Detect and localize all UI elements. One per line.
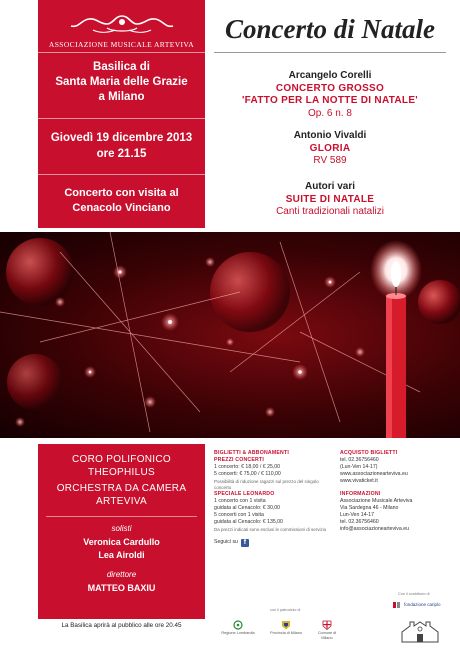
leonardo-line: 5 concerti con 1 visita [214, 512, 264, 518]
soloists [38, 536, 205, 562]
association-name: ASSOCIAZIONE MUSICALE ARTEVIVA [48, 40, 195, 49]
orchestra-name: ARTEVIVA [96, 496, 147, 507]
work-title: GLORIA [309, 142, 351, 154]
christmas-candle-photo [0, 232, 460, 438]
follow-label: Seguici su [214, 539, 238, 545]
performers-panel [38, 444, 205, 619]
contact-address: Via Sardegna 46 - Milano [340, 505, 399, 511]
event-datetime [38, 130, 205, 162]
title-underline [214, 52, 446, 53]
opening-note: La Basilica aprirà al pubblico alle ore 20.45 [61, 622, 182, 629]
scroll-ornament-icon [63, 12, 181, 36]
program-item-various [212, 181, 448, 219]
composer: Antonio Vivaldi [293, 130, 367, 141]
event-date: Giovedì 19 dicembre 2013 [50, 132, 193, 144]
choir-name: THEOPHILUS [88, 467, 155, 478]
tickets-heading: BIGLIETTI & ABBONAMENTI [214, 450, 290, 456]
leonardo-heading: SPECIALE LEONARDO [214, 491, 275, 497]
price-line: 1 concerto: € 18,00 / € 25,00 [214, 464, 281, 470]
visit-line: Concerto con visita al [64, 187, 179, 199]
logo-provincia-milano [264, 620, 308, 636]
venue-line: Basilica di [93, 61, 150, 73]
divider [38, 174, 205, 175]
facebook-icon[interactable]: f [241, 539, 249, 547]
shield-icon [322, 620, 332, 630]
divider [46, 516, 197, 517]
work-title: CONCERTO GROSSO [275, 82, 385, 94]
social-follow[interactable] [214, 539, 330, 547]
concert-title: Concerto di Natale [225, 14, 435, 44]
event-time: ore 21.15 [96, 148, 147, 160]
event-info-panel [38, 0, 205, 228]
crest-icon [281, 620, 291, 630]
foundation-mark-icon [392, 600, 402, 610]
choir-name: CORO POLIFONICO [72, 454, 171, 465]
contact-line: Associazione Musicale Arteviva [340, 498, 413, 504]
choir [38, 453, 205, 479]
divider [38, 118, 205, 119]
venue [38, 60, 205, 105]
work-catalog: RV 589 [313, 155, 347, 166]
leonardo-line: guidata al Cenacolo: € 30,00 [214, 505, 281, 511]
logo-label: Provincia di Milano [270, 631, 302, 635]
purchase-hours: (Lun-Ven 14-17) [340, 464, 378, 470]
leonardo-line: guidata al Cenacolo: € 135,00 [214, 519, 283, 525]
church-emblem-icon [400, 618, 440, 644]
logo-fondazione-cariplo [392, 600, 450, 611]
logo-comune-milano [312, 620, 342, 640]
website-link[interactable]: www.associazionearteviva.eu [340, 471, 408, 477]
logo-label: fondazione cariplo [404, 602, 441, 608]
contact-hours: Lun-Ven 14-17 [340, 512, 375, 518]
soloist-name: Veronica Cardullo [83, 537, 160, 547]
composer: Arcangelo Corelli [288, 70, 372, 81]
visit-line: Cenacolo Vinciano [72, 202, 171, 214]
program-item-vivaldi [212, 130, 448, 168]
contact-heading: INFORMAZIONI [340, 491, 381, 497]
soloists-heading: solisti [111, 524, 132, 533]
divider [38, 52, 205, 53]
rose-icon [233, 620, 243, 630]
logo-label: Regione Lombardia [221, 631, 255, 635]
patronage-caption: con il patrocinio di [270, 608, 301, 612]
purchase-heading: ACQUISTO BIGLIETTI [340, 450, 398, 456]
work-catalog: Op. 6 n. 8 [308, 107, 352, 119]
visit-note [38, 186, 205, 216]
purchase-info [340, 450, 452, 533]
venue-line: a Milano [98, 91, 145, 103]
work-subtitle: Canti tradizionali natalizi [276, 206, 384, 217]
orchestra-name: ORCHESTRA DA CAMERA [56, 483, 187, 494]
candle-icon [370, 240, 422, 438]
director-heading: direttore [106, 570, 137, 579]
venue-line: Santa Maria delle Grazie [55, 76, 188, 88]
commission-note: Da prezzi indicati sono esclusi le commissioni di servizio [214, 527, 327, 532]
price-line: 5 concerti: € 75,00 / € 110,00 [214, 471, 281, 477]
vivaticket-link[interactable]: www.vivaticket.it [340, 478, 378, 484]
tickets-info [214, 450, 330, 547]
logo-label: Comune di Milano [317, 631, 337, 640]
composer: Autori vari [304, 181, 355, 192]
purchase-phone: tel. 02.36756460 [340, 457, 379, 463]
work-title: 'FATTO PER LA NOTTE DI NATALE' [242, 95, 418, 106]
leonardo-line: 1 concerto con 1 visita [214, 498, 266, 504]
prices-note: Possibilità di riduzione ragazzi sul prezzo del singolo concerto [214, 479, 319, 490]
prices-heading: PREZZI CONCERTI [214, 457, 264, 463]
work-title: SUITE DI NATALE [285, 193, 375, 205]
support-caption: Con il contributo di [398, 592, 430, 596]
orchestra [38, 482, 205, 508]
contact-email[interactable]: info@associazionearteviva.eu [340, 526, 409, 532]
director-name: MATTEO BAXIU [87, 583, 156, 593]
soloist-name: Lea Airoldi [98, 550, 145, 560]
contact-phone: tel. 02.36756460 [340, 519, 379, 525]
program-item-corelli [212, 70, 448, 120]
logo-regione-lombardia [216, 620, 260, 636]
